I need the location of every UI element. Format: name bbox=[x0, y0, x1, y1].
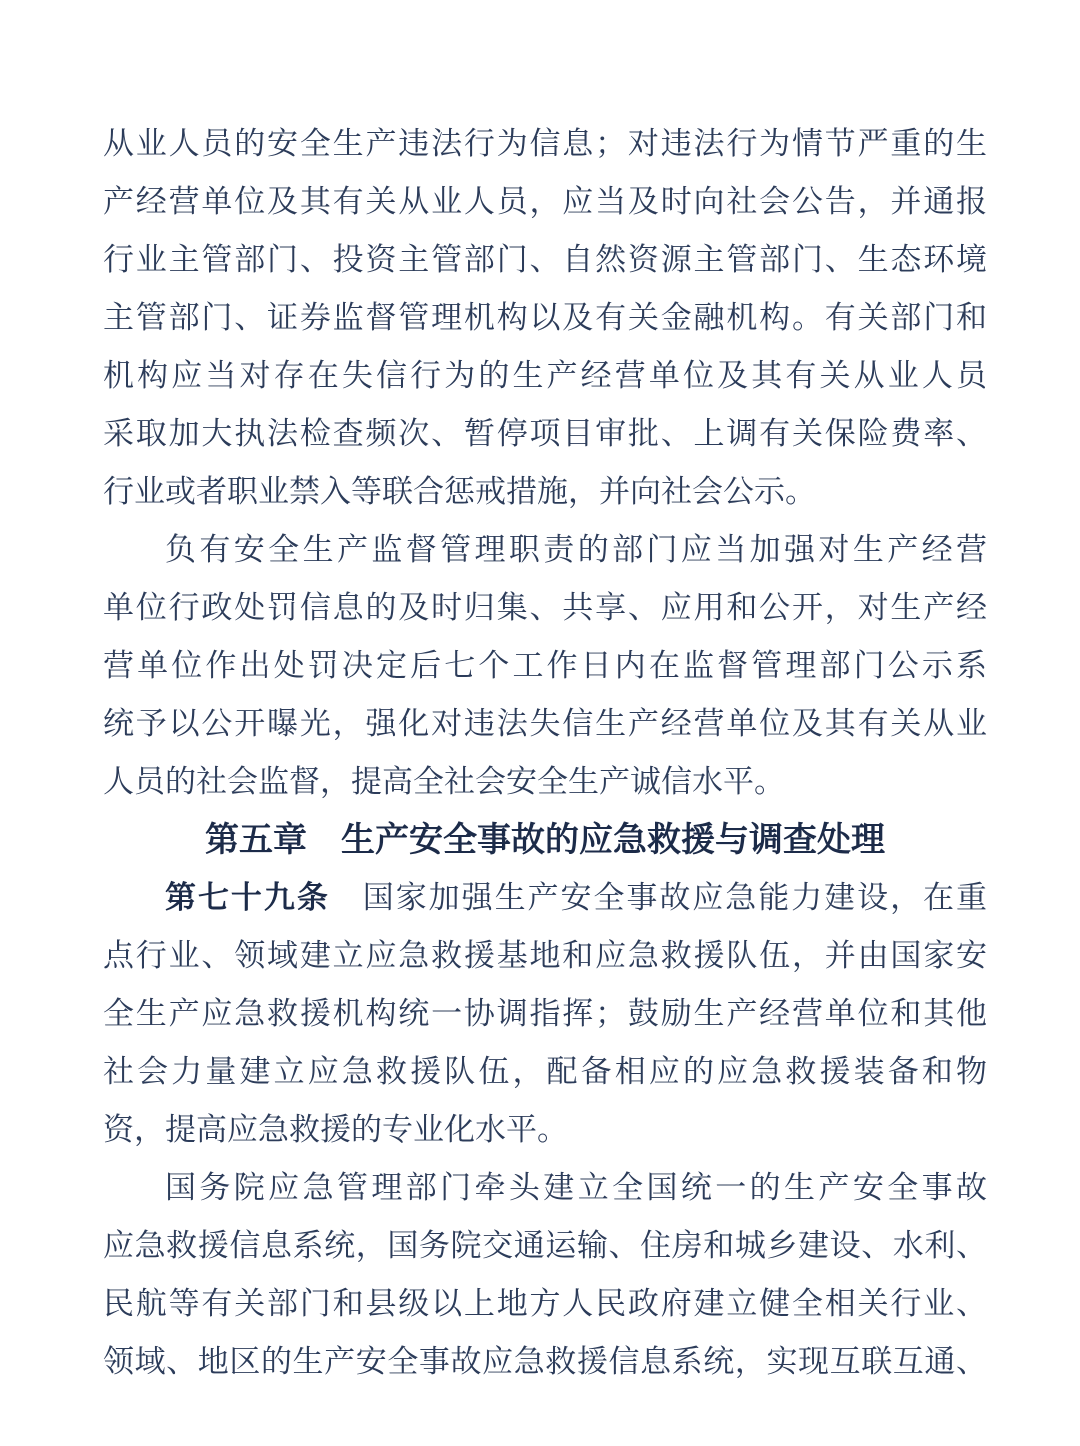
line-text: 主管部门、证券监督管理机构以及有关金融机构。有关部门和 bbox=[103, 300, 987, 335]
line-text: 机构应当对存在失信行为的生产经营单位及其有关从业人员 bbox=[103, 358, 987, 393]
document-line bbox=[103, 927, 987, 985]
document-line bbox=[103, 695, 987, 753]
line-text: 社会力量建立应急救援队伍，配备相应的应急救援装备和物 bbox=[103, 1054, 987, 1089]
line-text: 产经营单位及其有关从业人员，应当及时向社会公告，并通报 bbox=[103, 184, 987, 219]
line-text: 统予以公开曝光，强化对违法失信生产经营单位及其有关从业 bbox=[103, 706, 987, 741]
document-line bbox=[103, 579, 987, 637]
line-text: 国务院应急管理部门牵头建立全国统一的生产安全事故 bbox=[165, 1170, 987, 1205]
document-line bbox=[103, 347, 987, 405]
line-text: 民航等有关部门和县级以上地方人民政府建立健全相关行业、 bbox=[103, 1286, 987, 1321]
article-number: 第七十九条 bbox=[165, 880, 330, 915]
line-text: 全生产应急救援机构统一协调指挥；鼓励生产经营单位和其他 bbox=[103, 996, 987, 1031]
line-text: 营单位作出处罚决定后七个工作日内在监督管理部门公示系 bbox=[103, 648, 987, 683]
line-text: 采取加大执法检查频次、暂停项目审批、上调有关保险费率、 bbox=[103, 416, 987, 451]
document-line bbox=[103, 463, 987, 521]
line-text: 人员的社会监督，提高全社会安全生产诚信水平。 bbox=[103, 764, 785, 799]
document-line bbox=[103, 985, 987, 1043]
line-text: 单位行政处罚信息的及时归集、共享、应用和公开，对生产经 bbox=[103, 590, 987, 625]
document-line bbox=[103, 637, 987, 695]
document-line bbox=[103, 1159, 987, 1217]
line-text: 负有安全生产监督管理职责的部门应当加强对生产经营 bbox=[165, 532, 987, 567]
line-text: 领域、地区的生产安全事故应急救援信息系统，实现互联互通、 bbox=[103, 1344, 987, 1379]
line-text: 从业人员的安全生产违法行为信息；对违法行为情节严重的生 bbox=[103, 126, 987, 161]
document-line bbox=[103, 1043, 987, 1101]
document-line bbox=[103, 115, 987, 173]
document-line bbox=[103, 173, 987, 231]
content-area bbox=[103, 115, 987, 1391]
document-line bbox=[103, 1333, 987, 1391]
line-text: 应急救援信息系统，国务院交通运输、住房和城乡建设、水利、 bbox=[103, 1228, 987, 1263]
line-text: 第五章 生产安全事故的应急救援与调查处理 bbox=[205, 821, 885, 859]
document-line bbox=[103, 405, 987, 463]
document-line bbox=[103, 753, 987, 811]
document-line bbox=[103, 869, 987, 927]
line-text: 资，提高应急救援的专业化水平。 bbox=[103, 1112, 568, 1147]
document-line bbox=[103, 1275, 987, 1333]
document-line bbox=[103, 289, 987, 347]
document-line bbox=[103, 1101, 987, 1159]
document-line bbox=[103, 521, 987, 579]
chapter-heading bbox=[103, 811, 987, 869]
line-text: 国家加强生产安全事故应急能力建设，在重 bbox=[329, 880, 987, 915]
line-text: 行业主管部门、投资主管部门、自然资源主管部门、生态环境 bbox=[103, 242, 987, 277]
document-line bbox=[103, 1217, 987, 1275]
line-text: 行业或者职业禁入等联合惩戒措施，并向社会公示。 bbox=[103, 474, 816, 509]
line-text: 点行业、领域建立应急救援基地和应急救援队伍，并由国家安 bbox=[103, 938, 987, 973]
document-line bbox=[103, 231, 987, 289]
